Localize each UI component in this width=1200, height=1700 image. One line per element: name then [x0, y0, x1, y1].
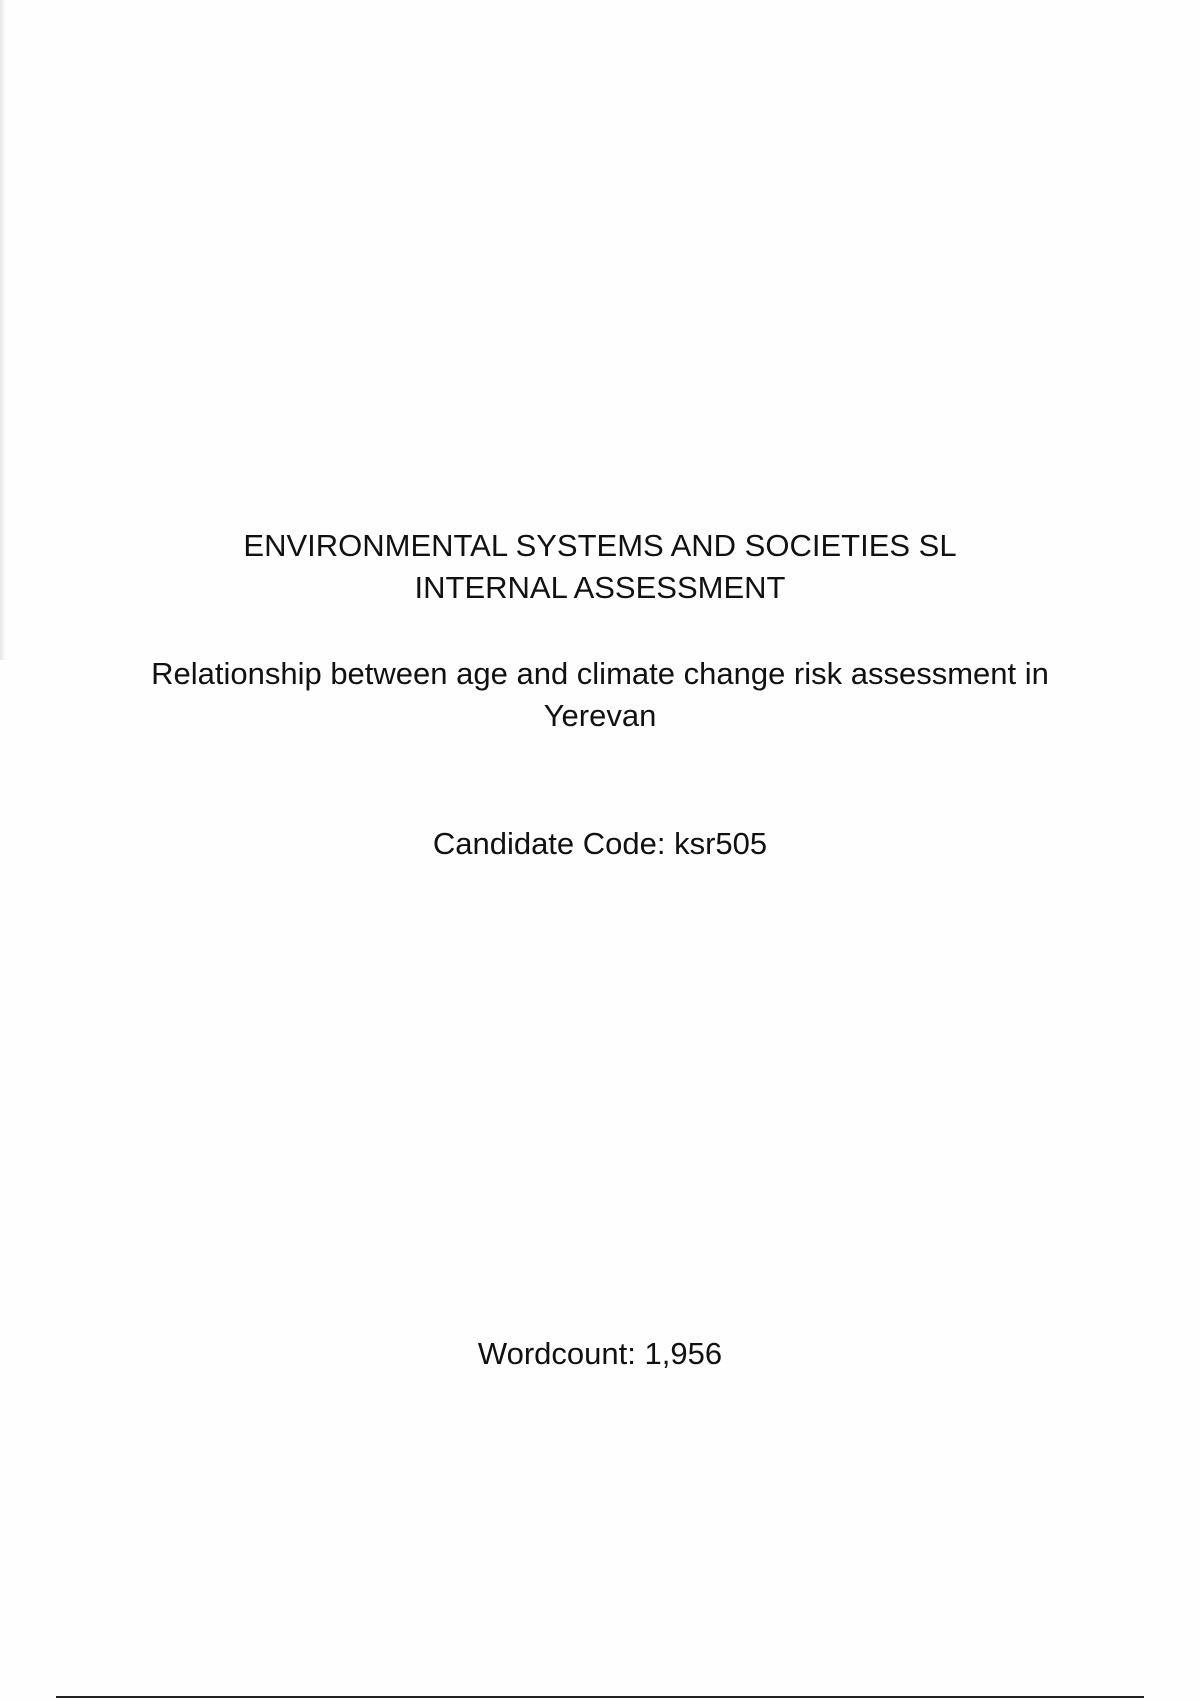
course-title: ENVIRONMENTAL SYSTEMS AND SOCIETIES SL: [243, 528, 957, 563]
research-title-line-1: Relationship between age and climate change risk assessment in: [151, 656, 1049, 691]
candidate-code: Candidate Code: ksr505: [432, 826, 768, 861]
assessment-type: INTERNAL ASSESSMENT: [414, 570, 786, 605]
wordcount: Wordcount: 1,956: [477, 1336, 723, 1371]
research-title-line-2: Yerevan: [543, 698, 657, 733]
bottom-divider: [56, 1696, 1144, 1698]
